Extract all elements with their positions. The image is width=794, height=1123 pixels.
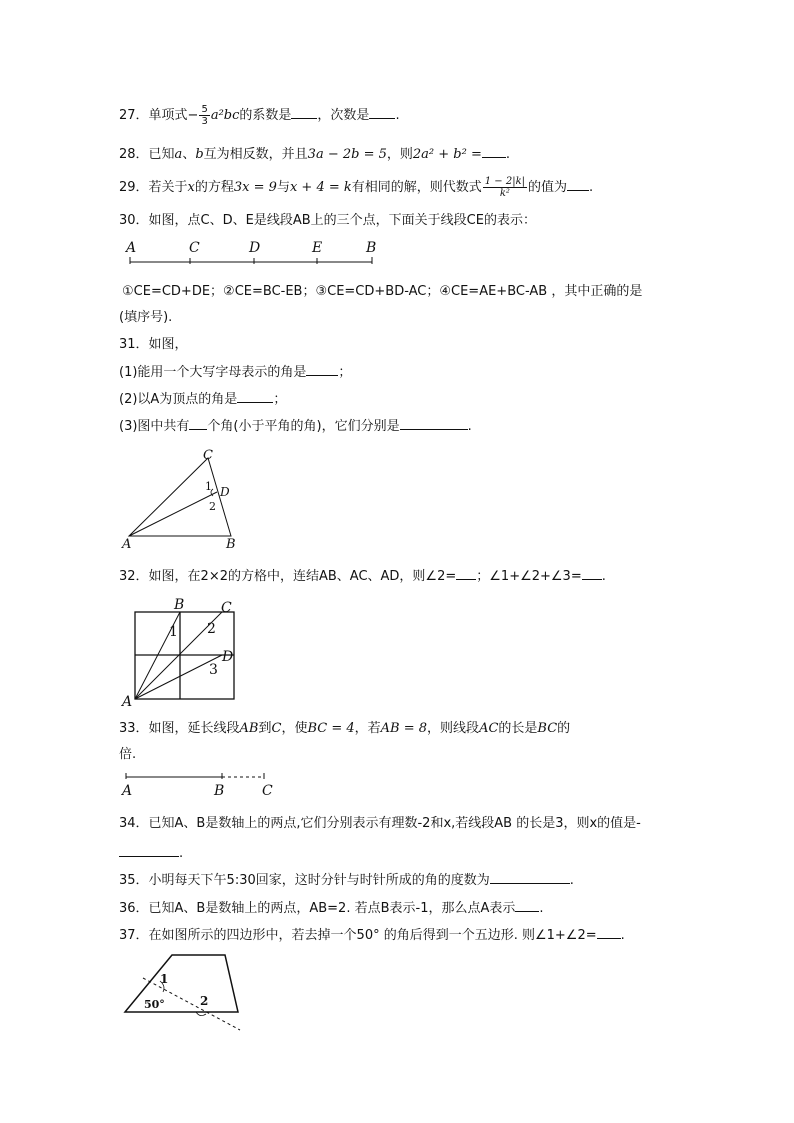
question-34: 34．已知A、B是数轴上的两点,它们分别表示有理数-2和x,若线段AB 的长是3，则x的值是- — [119, 816, 641, 831]
question-31-part1: (1)能用一个大写字母表示的角是 ； — [119, 362, 351, 382]
question-27: 27．单项式− $\frac{5}{3}$ a²bc的系数是 ，次数是 . — [119, 104, 400, 127]
label-1: 1 — [160, 972, 169, 986]
label-a: A — [122, 783, 133, 799]
question-29: 29．若关于x的方程3x = 9与x + 4 = k有相同的解，则代数式 $\frac{1 - 2|k|}{\text{k²}}$ 的值为 . — [119, 176, 594, 199]
label-1: 1 — [169, 624, 178, 640]
label-2: 2 — [200, 994, 209, 1008]
question-30-options-cont: (填序号). — [119, 310, 173, 325]
question-36: 36．已知A、B是数轴上的两点，AB=2. 若点B表示-1，那么点A表示 . — [119, 898, 544, 918]
question-34-cont: . — [119, 843, 183, 863]
question-28: 28．已知a、b互为相反数，并且3a − 2b = 5，则2a² + b² = . — [119, 144, 510, 164]
label-1: 1 — [205, 480, 212, 493]
question-32: 32．如图，在2×2的方格中，连结AB、AC、AD，则∠2= ；∠1+∠2+∠3= . — [119, 566, 606, 586]
label-a: A — [122, 537, 132, 552]
label-d: D — [222, 649, 234, 665]
question-33: 33．如图，延长线段AB到C，使BC = 4，若AB = 8，则线段AC的长是BC的 — [119, 721, 571, 736]
label-b: B — [214, 783, 225, 799]
label-b: B — [366, 240, 377, 256]
label-c: C — [189, 240, 200, 256]
label-c: C — [221, 600, 232, 616]
label-d: D — [220, 485, 230, 499]
question-33-cont: 倍. — [119, 747, 137, 762]
label-50deg: 50° — [144, 998, 165, 1011]
fraction-5-3: $\frac{5}{3}$ — [201, 104, 208, 127]
question-31: 31．如图， — [119, 337, 188, 352]
label-3: 3 — [209, 662, 218, 678]
question-30-options: ①CE=CD+DE；②CE=BC-EB；③CE=CD+BD-AC；④CE=AE+BC-AB ，其中正确的是 — [122, 284, 643, 299]
fraction-expression: $\frac{1 - 2|k|}{\text{k²}}$ — [484, 176, 526, 199]
question-30: 30．如图，点C、D、E是线段AB上的三个点，下面关于线段CE的表示： — [119, 213, 536, 228]
question-35: 35．小明每天下午5:30回家，这时分针与时针所成的角的度数为 . — [119, 870, 574, 890]
label-a: A — [122, 694, 133, 710]
label-a: A — [126, 240, 137, 256]
question-31-part2: (2)以A为顶点的角是 ； — [119, 389, 286, 409]
label-e: E — [312, 240, 323, 256]
label-b: B — [174, 597, 185, 613]
label-c: C — [203, 448, 213, 463]
label-b: B — [226, 537, 236, 552]
question-31-part3: (3)图中共有 个角(小于平角的角)，它们分别是 . — [119, 416, 472, 436]
label-d: D — [249, 240, 261, 256]
label-2: 2 — [207, 621, 216, 637]
label-2: 2 — [209, 500, 216, 513]
question-37: 37．在如图所示的四边形中，若去掉一个50° 的角后得到一个五边形. 则∠1+∠2= . — [119, 925, 625, 945]
label-c: C — [262, 783, 273, 799]
